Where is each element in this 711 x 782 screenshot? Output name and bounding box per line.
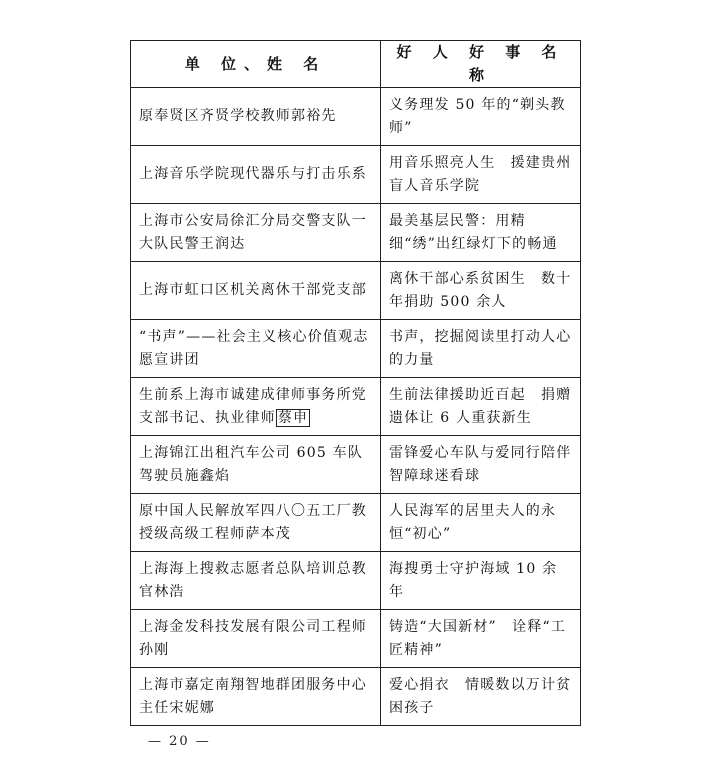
unit-cell: 上海锦江出租汽车公司 605 车队驾驶员施鑫焰	[131, 436, 381, 494]
deed-cell: 义务理发 50 年的“剃头教师”	[381, 88, 581, 146]
honor-table	[130, 40, 581, 726]
deed-cell: 铸造“大国新材” 诠释“工匠精神”	[381, 610, 581, 668]
table-row	[131, 494, 581, 552]
table-row	[131, 610, 581, 668]
unit-cell: 上海市公安局徐汇分局交警支队一大队民警王润达	[131, 204, 381, 262]
table-row	[131, 262, 581, 320]
deed-cell: 书声，挖掘阅读里打动人心的力量	[381, 320, 581, 378]
deed-cell: 雷锋爱心车队与爱同行陪伴智障球迷看球	[381, 436, 581, 494]
deed-cell: 爱心捐衣 情暖数以万计贫困孩子	[381, 668, 581, 726]
unit-cell: 上海市虹口区机关离休干部党支部	[131, 262, 381, 320]
deed-cell: 海搜勇士守护海域 10 余年	[381, 552, 581, 610]
highlighted-name: 蔡申	[277, 409, 309, 426]
unit-cell: 上海音乐学院现代器乐与打击乐系	[131, 146, 381, 204]
table-row	[131, 378, 581, 436]
table-row	[131, 88, 581, 146]
unit-cell: 原中国人民解放军四八〇五工厂教授级高级工程师萨本茂	[131, 494, 381, 552]
unit-cell	[131, 378, 381, 436]
table-row	[131, 436, 581, 494]
page-number: — 20 —	[148, 734, 211, 749]
unit-cell: 原奉贤区齐贤学校教师郭裕先	[131, 88, 381, 146]
table-row	[131, 146, 581, 204]
table-header-row	[131, 41, 581, 88]
unit-cell: 上海金发科技发展有限公司工程师孙刚	[131, 610, 381, 668]
header-deed-name: 好 人 好 事 名 称	[381, 41, 581, 88]
unit-cell: “书声”——社会主义核心价值观志愿宣讲团	[131, 320, 381, 378]
unit-cell: 上海市嘉定南翔智地群团服务中心主任宋妮娜	[131, 668, 381, 726]
unit-cell: 上海海上搜救志愿者总队培训总教官林浩	[131, 552, 381, 610]
deed-cell: 生前法律援助近百起 捐赠遗体让 6 人重获新生	[381, 378, 581, 436]
table-row	[131, 204, 581, 262]
table-row	[131, 552, 581, 610]
deed-cell: 离休干部心系贫困生 数十年捐助 500 余人	[381, 262, 581, 320]
unit-text: 生前系上海市诚建成律师事务所党支部书记、执业律师	[139, 386, 367, 426]
header-unit-name: 单 位、姓 名	[131, 41, 381, 88]
deed-cell: 用音乐照亮人生 援建贵州盲人音乐学院	[381, 146, 581, 204]
deed-cell: 人民海军的居里夫人的永恒“初心”	[381, 494, 581, 552]
table-row	[131, 668, 581, 726]
deed-cell: 最美基层民警：用精细“绣”出红绿灯下的畅通	[381, 204, 581, 262]
table-row	[131, 320, 581, 378]
